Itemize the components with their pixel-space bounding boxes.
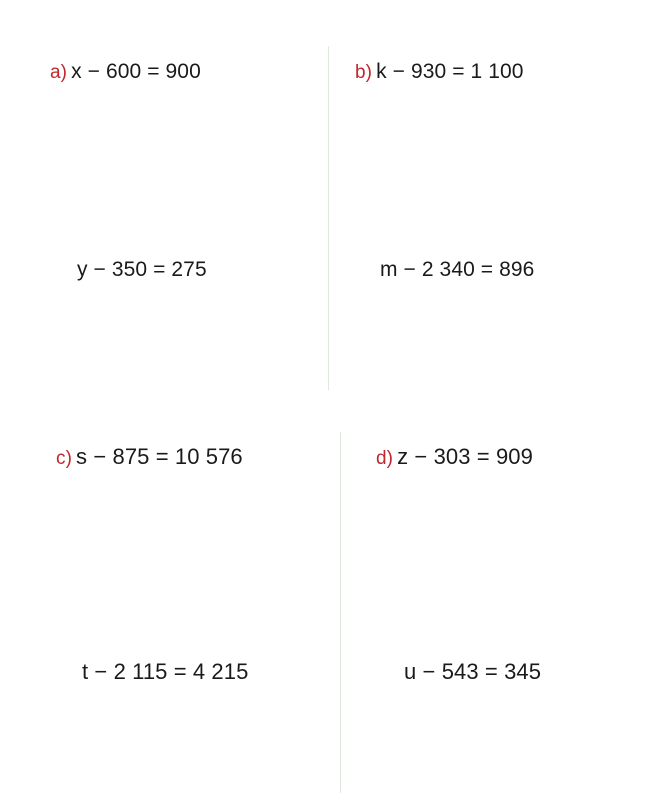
problem-b-equation-1 [355,60,524,85]
problem-b-label: b) [355,62,373,83]
vertical-divider-top [328,46,329,390]
vertical-divider-bottom [340,432,341,793]
equation-text: x − 600 = 900 [71,60,201,83]
problem-c-equation-2: t − 2 115 = 4 215 [82,659,249,684]
problem-a-equation-2: y − 350 = 275 [77,258,207,281]
equation-text: z − 303 = 909 [397,444,533,469]
problem-a-label: a) [50,62,68,83]
problem-b-equation-2: m − 2 340 = 896 [380,258,535,281]
problem-c-equation-1 [56,445,243,471]
equation-text: k − 930 = 1 100 [376,60,524,83]
problem-d-equation-2: u − 543 = 345 [404,659,542,684]
problem-a-equation-1 [50,60,201,85]
equation-text: s − 875 = 10 576 [76,444,243,469]
problem-d-equation-1 [376,445,533,471]
problem-c-label: c) [56,448,73,469]
problem-d-label: d) [376,448,394,469]
